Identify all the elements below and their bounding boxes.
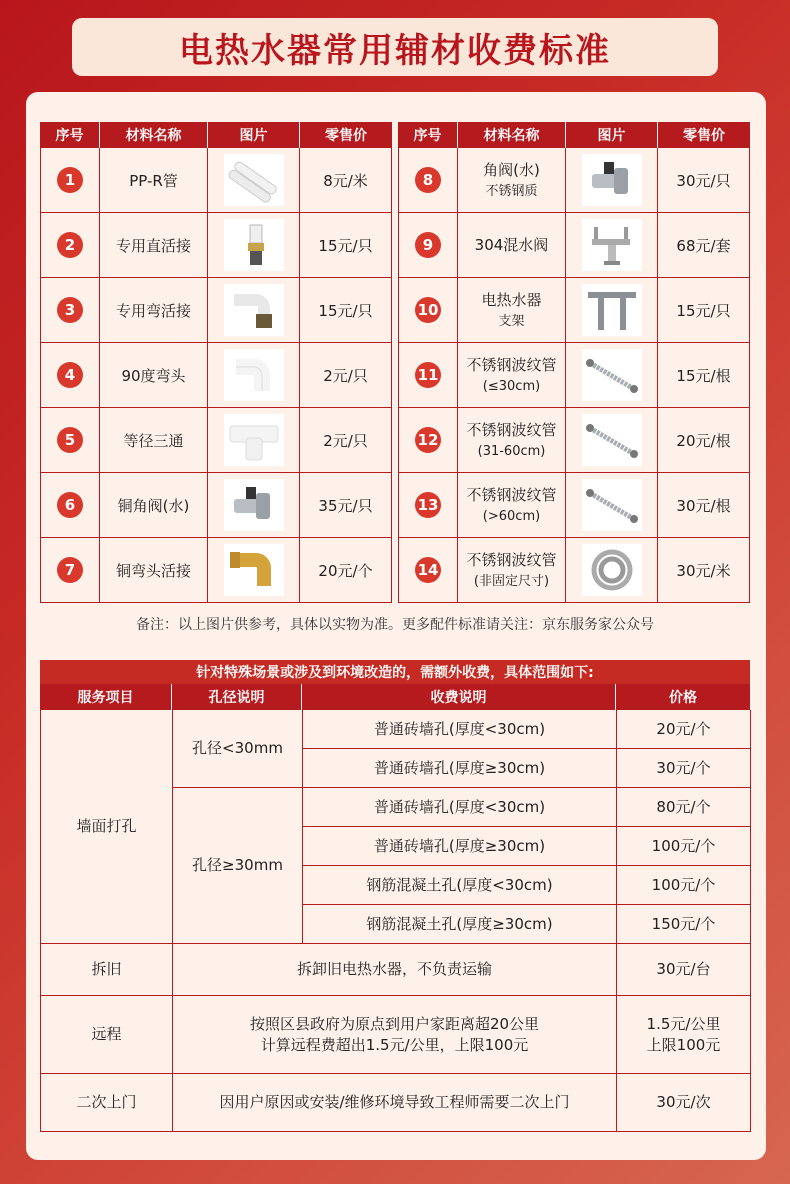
name-cell	[100, 148, 208, 212]
service-table	[40, 660, 750, 1132]
material-name: 专用弯活接	[115, 301, 191, 320]
service-grid	[40, 710, 750, 1132]
number-badge: 4	[57, 362, 83, 388]
name-cell	[100, 278, 208, 342]
name-cell	[458, 538, 566, 602]
no-cell	[40, 148, 100, 212]
material-name: 专用直活接	[115, 236, 191, 255]
table-row	[398, 213, 750, 278]
number-badge: 6	[57, 492, 83, 518]
material-name-line1: 不锈钢波纹管	[466, 355, 557, 374]
header-price: 价格	[669, 690, 697, 706]
desc-cell: 普通砖墙孔(厚度<30cm)	[303, 710, 617, 749]
mixing-valve-icon	[582, 219, 642, 271]
name-cell	[100, 408, 208, 472]
number-badge: 12	[415, 427, 441, 453]
price-cell: 15元/只	[658, 278, 750, 342]
revisit-price: 30元/次	[617, 1074, 751, 1132]
desc-cell: 普通砖墙孔(厚度≥30cm)	[303, 749, 617, 788]
materials-table	[40, 122, 750, 606]
desc-cell: 普通砖墙孔(厚度<30cm)	[303, 788, 617, 827]
price-cell: 15元/根	[658, 343, 750, 407]
no-cell	[40, 278, 100, 342]
hole-large-cell: 孔径≥30mm	[173, 788, 303, 944]
picture-cell	[208, 278, 300, 342]
material-name: 等径三通	[123, 431, 184, 450]
dismantle-name: 拆旧	[41, 944, 173, 996]
table-row	[40, 343, 392, 408]
remote-price-line1: 1.5元/公里	[646, 1014, 721, 1033]
material-name-line1: 电热水器	[481, 290, 542, 309]
no-cell	[398, 408, 458, 472]
header-no: 序号	[40, 122, 100, 148]
hose-icon	[582, 349, 642, 401]
picture-cell	[208, 213, 300, 277]
header-service: 服务项目	[40, 684, 172, 710]
material-name: 铜角阀(水)	[117, 496, 190, 515]
bracket-icon	[582, 284, 642, 336]
dismantle-desc: 拆卸旧电热水器，不负责运输	[173, 944, 617, 996]
elbow-union-icon	[224, 284, 284, 336]
name-cell	[458, 473, 566, 537]
straight-union-icon	[224, 219, 284, 271]
materials-left	[40, 122, 392, 603]
price-cell: 2元/只	[300, 343, 392, 407]
picture-cell	[566, 408, 658, 472]
pipe-icon	[224, 154, 284, 206]
remote-desc-line2: 计算远程费超出1.5元/公里，上限100元	[260, 1035, 529, 1054]
material-name-line2: (非固定尺寸)	[473, 573, 550, 589]
material-name-line2: (≤30cm)	[482, 378, 541, 394]
hole-small-cell: 孔径<30mm	[173, 710, 303, 788]
number-badge: 13	[415, 492, 441, 518]
material-name	[466, 550, 556, 591]
number-badge: 9	[415, 232, 441, 258]
material-name-line1: 304混水阀	[474, 236, 549, 254]
no-cell	[398, 343, 458, 407]
price-cell: 20元/个	[617, 710, 751, 749]
name-cell	[458, 213, 566, 277]
header-picture: 图片	[566, 122, 658, 148]
number-badge: 14	[415, 557, 441, 583]
header-picture: 图片	[208, 122, 300, 148]
no-cell	[40, 213, 100, 277]
name-cell	[100, 473, 208, 537]
header-name: 材料名称	[458, 122, 566, 148]
number-badge: 10	[415, 297, 441, 323]
no-cell	[40, 538, 100, 602]
number-badge: 2	[57, 232, 83, 258]
remote-desc-line1: 按照区县政府为原点到用户家距离超20公里	[249, 1014, 540, 1033]
price-cell: 150元/个	[617, 905, 751, 944]
name-cell	[458, 343, 566, 407]
material-name-line2: (>60cm)	[482, 508, 541, 524]
picture-cell	[566, 148, 658, 212]
elbow-icon	[224, 349, 284, 401]
table-row	[398, 538, 750, 603]
picture-cell	[566, 278, 658, 342]
number-badge: 11	[415, 362, 441, 388]
note-text: 备注：以上图片供参考，具体以实物为准。更多配件标准请关注：京东服务家公众号	[136, 617, 654, 633]
table-row	[40, 148, 392, 213]
price-cell: 30元/根	[658, 473, 750, 537]
no-cell	[398, 213, 458, 277]
header-price: 零售价	[683, 128, 725, 144]
number-badge: 8	[415, 167, 441, 193]
hose-coil-icon	[582, 544, 642, 596]
materials-right	[398, 122, 750, 603]
table-row	[40, 278, 392, 343]
material-name-line2: 支架	[498, 313, 525, 329]
table-row	[40, 213, 392, 278]
revisit-name: 二次上门	[41, 1074, 173, 1132]
dismantle-price: 30元/台	[617, 944, 751, 996]
no-cell	[40, 408, 100, 472]
price-cell: 2元/只	[300, 408, 392, 472]
material-name	[481, 290, 541, 331]
angle-valve-icon	[224, 479, 284, 531]
service-banner: 针对特殊场景或涉及到环境改造的，需额外收费，具体范围如下:	[40, 660, 750, 684]
price-cell: 30元/个	[617, 749, 751, 788]
hose-icon	[582, 479, 642, 531]
no-cell	[398, 148, 458, 212]
material-name: 90度弯头	[121, 366, 186, 385]
remote-desc	[173, 996, 617, 1074]
price-cell: 15元/只	[300, 278, 392, 342]
name-cell	[100, 213, 208, 277]
number-badge: 7	[57, 557, 83, 583]
picture-cell	[566, 343, 658, 407]
material-name-line1: 不锈钢波纹管	[466, 485, 557, 504]
hose-icon	[582, 414, 642, 466]
material-name-line1: 不锈钢波纹管	[466, 420, 557, 439]
material-name-line1: 不锈钢波纹管	[466, 550, 557, 569]
table-row	[398, 343, 750, 408]
no-cell	[40, 473, 100, 537]
table-row	[398, 278, 750, 343]
tee-icon	[224, 414, 284, 466]
name-cell	[100, 343, 208, 407]
picture-cell	[208, 148, 300, 212]
material-name	[483, 160, 540, 201]
wall-drilling-cell: 墙面打孔	[41, 710, 173, 944]
angle-valve-icon	[582, 154, 642, 206]
picture-cell	[208, 343, 300, 407]
table-row	[40, 473, 392, 538]
no-cell	[398, 473, 458, 537]
desc-cell: 普通砖墙孔(厚度≥30cm)	[303, 827, 617, 866]
name-cell	[458, 408, 566, 472]
material-name-line2: (31-60cm)	[477, 443, 546, 459]
material-name	[475, 235, 549, 255]
name-cell	[100, 538, 208, 602]
price-cell: 35元/只	[300, 473, 392, 537]
picture-cell	[208, 473, 300, 537]
page-title: 电热水器常用辅材收费标准	[72, 18, 718, 76]
service-header	[40, 684, 750, 710]
picture-cell	[208, 538, 300, 602]
price-cell: 20元/根	[658, 408, 750, 472]
table-row	[398, 148, 750, 213]
name-cell	[458, 148, 566, 212]
name-cell	[458, 278, 566, 342]
material-name: PP-R管	[129, 171, 178, 190]
material-name-line1: 角阀(水)	[483, 160, 540, 179]
table-row	[398, 473, 750, 538]
remote-name: 远程	[41, 996, 173, 1074]
picture-cell	[566, 538, 658, 602]
picture-cell	[566, 473, 658, 537]
material-name	[466, 420, 556, 461]
table-row	[398, 408, 750, 473]
brass-elbow-icon	[224, 544, 284, 596]
materials-header	[40, 122, 392, 148]
price-cell: 20元/个	[300, 538, 392, 602]
table-row	[40, 408, 392, 473]
price-cell: 80元/个	[617, 788, 751, 827]
price-cell: 68元/套	[658, 213, 750, 277]
material-name: 铜弯头活接	[115, 561, 191, 580]
header-hole: 孔径说明	[172, 684, 302, 710]
no-cell	[398, 538, 458, 602]
price-cell: 8元/米	[300, 148, 392, 212]
revisit-desc: 因用户原因或安装/维修环境导致工程师需要二次上门	[173, 1074, 617, 1132]
picture-cell	[566, 213, 658, 277]
desc-cell: 钢筋混凝土孔(厚度<30cm)	[303, 866, 617, 905]
price-cell: 15元/只	[300, 213, 392, 277]
number-badge: 1	[57, 167, 83, 193]
picture-cell	[208, 408, 300, 472]
materials-header	[398, 122, 750, 148]
header-desc: 收费说明	[302, 684, 616, 710]
desc-cell: 钢筋混凝土孔(厚度≥30cm)	[303, 905, 617, 944]
table-row	[40, 538, 392, 603]
price-cell: 100元/个	[617, 866, 751, 905]
material-name-line2: 不锈钢质	[485, 183, 538, 199]
number-badge: 3	[57, 297, 83, 323]
price-cell: 30元/只	[658, 148, 750, 212]
header-no: 序号	[398, 122, 458, 148]
remote-price	[617, 996, 751, 1074]
remote-price-line2: 上限100元	[646, 1035, 721, 1054]
no-cell	[40, 343, 100, 407]
price-cell: 100元/个	[617, 827, 751, 866]
number-badge: 5	[57, 427, 83, 453]
header-name: 材料名称	[100, 122, 208, 148]
price-cell: 30元/米	[658, 538, 750, 602]
no-cell	[398, 278, 458, 342]
material-name	[466, 355, 556, 396]
header-price: 零售价	[325, 128, 367, 144]
material-name	[466, 485, 556, 526]
